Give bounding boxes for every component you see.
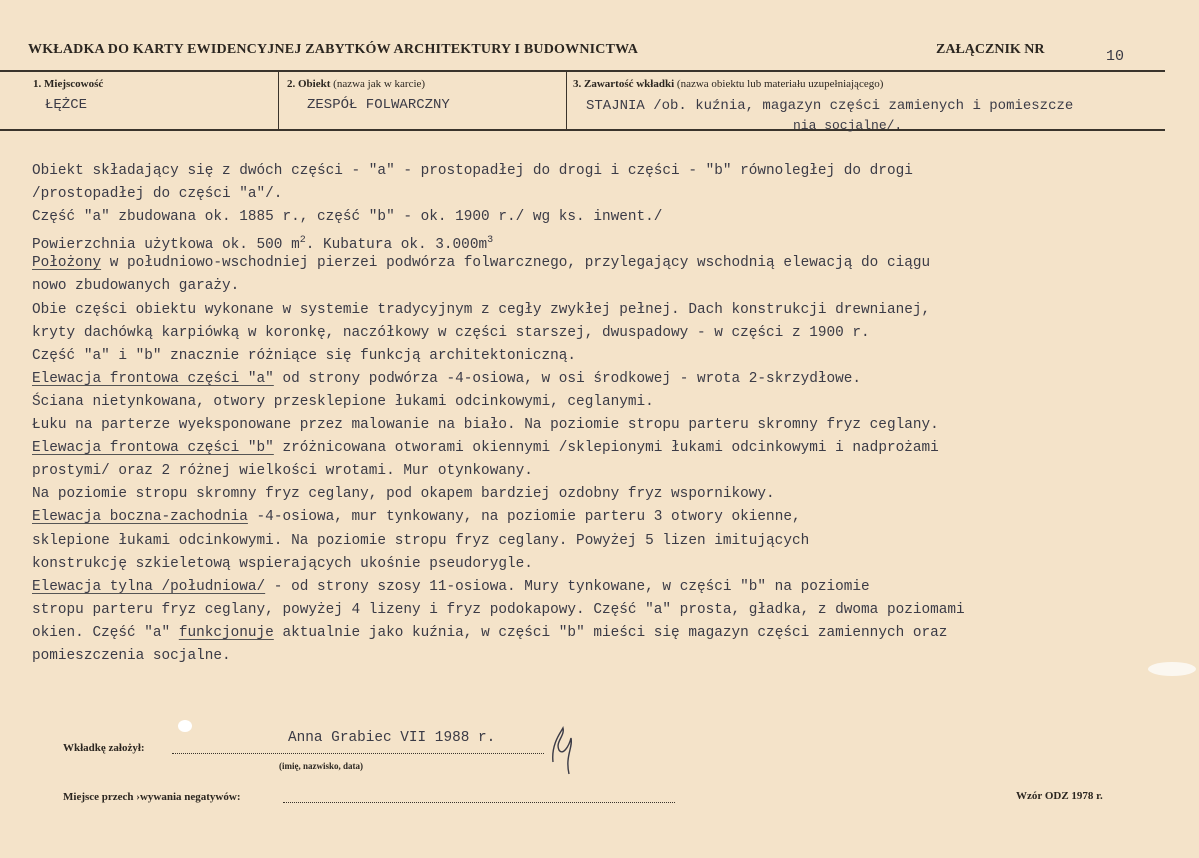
negatives-storage-label: Miejsce przech ›wywania negatywów: — [63, 791, 241, 803]
text-line: Powierzchnia użytkowa ok. 500 $m^2$. Kubatura ok. $3.000m^3$ — [32, 235, 494, 254]
underlined-term: Elewacja frontowa części "b" — [32, 440, 274, 457]
negatives-dotted-line — [283, 802, 675, 803]
text-line: Obiekt składający się z dwóch części - "a" - prostopadłej do drogi i części - "b" równoległej do drogi — [32, 163, 913, 179]
text-line: Elewacja frontowa części "a" od strony podwórza -4-osiowa, w osi środkowej - wrota 2-skrzydłowe. — [32, 370, 862, 387]
underlined-term: Położony — [32, 255, 102, 272]
text-line: Położony w południowo-wschodniej pierzei podwórza folwarcznego, przylegający wschodnią elewacją do ciągu — [32, 255, 931, 272]
text-line: konstrukcję szkieletową wspierających ukośnie pseudorygle. — [32, 555, 533, 572]
form-template-id: Wzór ODZ 1978 r. — [1016, 790, 1103, 802]
signature-icon — [547, 722, 577, 776]
header-rule-bottom — [0, 129, 1165, 131]
object-label: 2. Obiekt (nazwa jak w karcie) — [287, 78, 426, 90]
text-line: Część "a" zbudowana ok. 1885 r., część "b" - ok. 1900 r./ wg ks. inwent./ — [32, 209, 663, 226]
annex-number: 10 — [1106, 48, 1125, 65]
text-line: okien. Część "a" funkcjonuje aktualnie jako kuźnia, w części "b" mieści się magazyn części zamiennych oraz — [32, 624, 948, 641]
created-by-dotted-line — [172, 753, 544, 754]
text-line: Ściana nietynkowana, otwory przesklepione łukami odcinkowymi, ceglanymi. — [32, 393, 654, 410]
annex-label: ZAŁĄCZNIK NR — [936, 42, 1045, 57]
author-field-note: (imię, nazwisko, data) — [279, 761, 363, 771]
paper-damage-spot — [1148, 662, 1196, 676]
text-line: Na poziomie stropu skromny fryz ceglany, pod okapem bardziej ozdobny fryz wspornikowy. — [32, 486, 775, 503]
text-line: Elewacja tylna /południowa/ - od strony szosy 11-osiowa. Mury tynkowane, w części "b" na poziomie — [32, 578, 870, 595]
text-line: sklepione łukami odcinkowymi. Na poziomie stropu fryz ceglany. Powyżej 5 lizen imitujących — [32, 532, 810, 549]
text-line: Część "a" i "b" znacznie różniące się funkcją architektoniczną. — [32, 347, 577, 364]
underlined-term: funkcjonuje — [178, 624, 274, 641]
header-rule-top — [0, 70, 1165, 72]
locality-label: 1. Miejscowość — [33, 78, 104, 90]
created-by-label: Wkładkę założył: — [63, 742, 145, 754]
text-line: Elewacja frontowa części "b" zróżnicowana otworami okiennymi /sklepionymi łukami odcinkowymi i nadprożami — [32, 440, 939, 457]
underlined-term: Elewacja frontowa części "a" — [32, 370, 274, 387]
text-line: /prostopadłej do części "a"/. — [32, 186, 283, 203]
underlined-term: Elewacja tylna /południowa/ — [32, 578, 266, 595]
text-line: stropu parteru fryz ceglany, powyżej 4 lizeny i fryz podokapowy. Część "a" prosta, gładka, z dwoma poziomami — [32, 601, 965, 618]
text-line: Elewacja boczna-zachodnia -4-osiowa, mur tynkowany, na poziomie parteru 3 otwory okienne, — [32, 509, 801, 526]
field-divider-1 — [278, 72, 279, 129]
text-line: kryty dachówką karpiówką w koronkę, naczółkowy w części starszej, dwuspadowy - w części z 1900 r. — [32, 324, 870, 341]
content-value-line2: nia socjalne/. — [793, 118, 903, 133]
form-title: WKŁADKA DO KARTY EWIDENCYJNEJ ZABYTKÓW ARCHITEKTURY I BUDOWNICTWA — [28, 42, 639, 57]
author-entry: Anna Grabiec VII 1988 r. — [288, 730, 496, 746]
description-text — [32, 160, 1182, 668]
object-value: ZESPÓŁ FOLWARCZNY — [307, 97, 450, 113]
text-line: Obie części obiektu wykonane w systemie tradycyjnym z cegły zwykłej pełnej. Dach konstrukcji drewnianej, — [32, 301, 931, 318]
content-label: 3. Zawartość wkładki (nazwa obiektu lub materiału uzupełniającego) — [573, 78, 884, 90]
paper-damage-spot — [178, 720, 192, 732]
content-value-line1: STAJNIA /ob. kuźnia, magazyn części zamienych i pomieszcze — [586, 98, 1074, 114]
underlined-term: Elewacja boczna-zachodnia — [32, 509, 248, 526]
text-line: nowo zbudowanych garaży. — [32, 278, 240, 295]
field-divider-2 — [566, 72, 567, 129]
text-line: prostymi/ oraz 2 różnej wielkości wrotami. Mur otynkowany. — [32, 463, 533, 480]
text-line: Łuku na parterze wyeksponowane przez malowanie na biało. Na poziomie stropu parteru skromny fryz ceglany. — [32, 417, 939, 434]
text-line: pomieszczenia socjalne. — [32, 647, 231, 664]
locality-value: ŁĘŻCE — [45, 97, 88, 113]
